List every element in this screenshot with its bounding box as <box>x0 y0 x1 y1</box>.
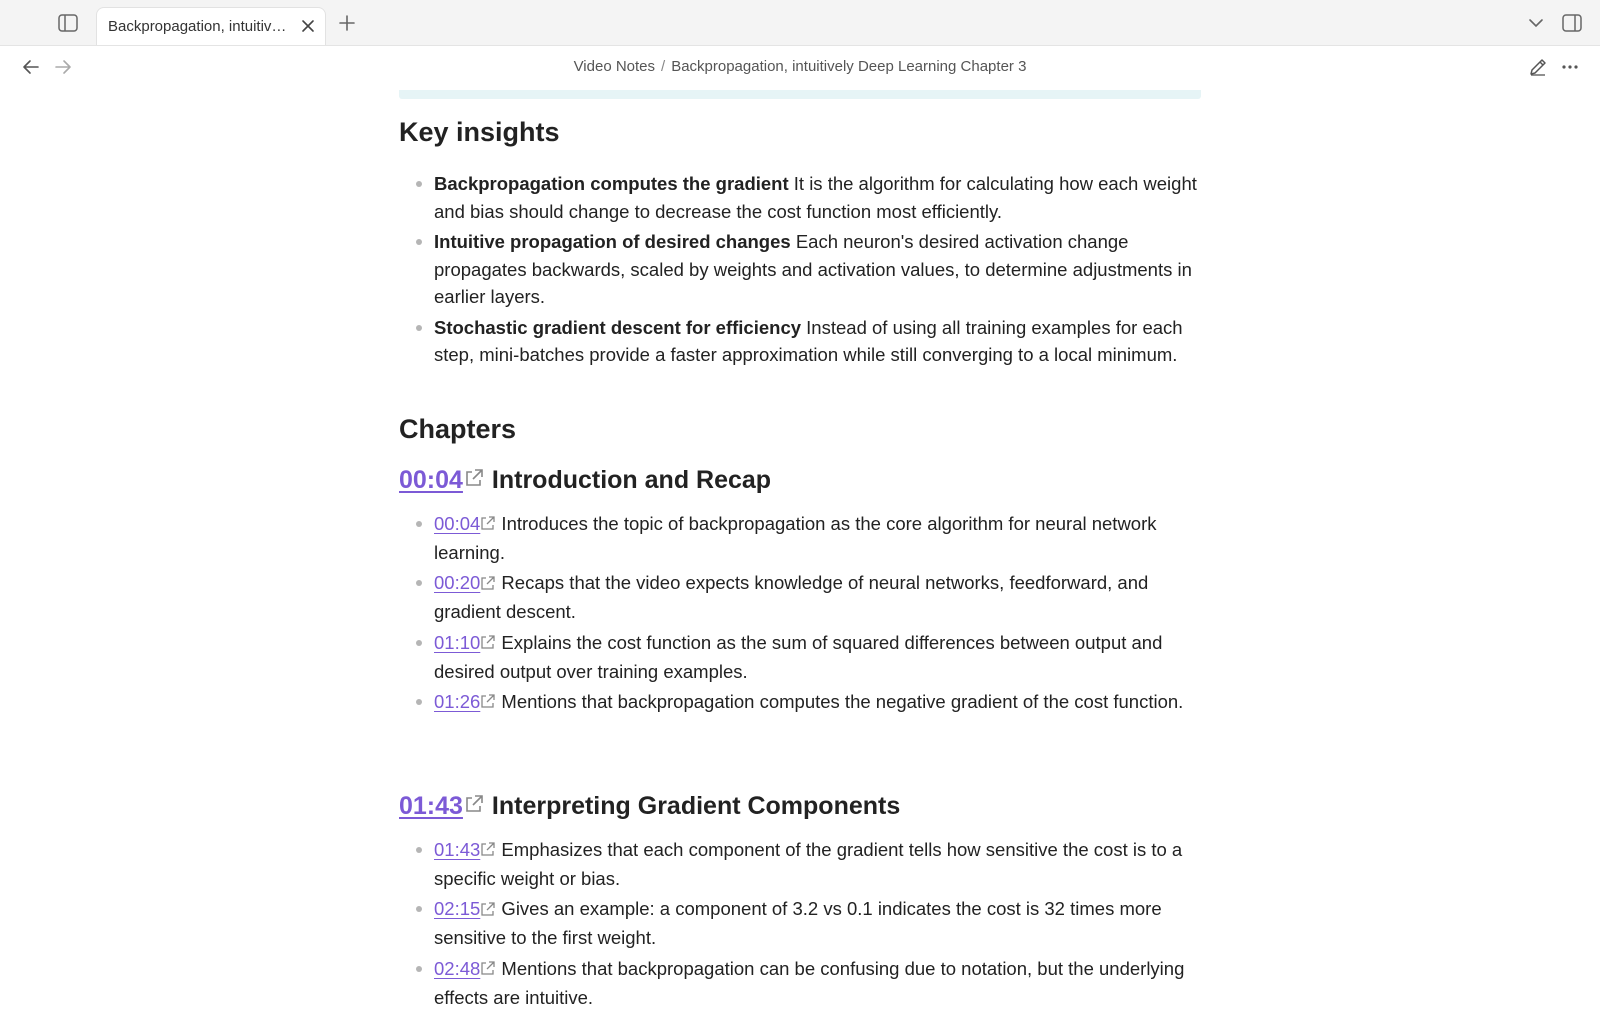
chapter-title: Introduction and Recap <box>491 466 772 494</box>
external-link-icon[interactable] <box>480 956 496 984</box>
external-link-icon[interactable] <box>480 897 496 925</box>
external-link-icon[interactable] <box>480 689 496 717</box>
timestamp-link[interactable]: 01:26 <box>434 691 481 713</box>
list-item <box>399 228 1201 311</box>
chapter-timestamp-link[interactable]: 00:04 <box>399 466 463 494</box>
view-header <box>0 46 1600 90</box>
insight-text: It is the algorithm for calculating how each weight and bias should change to decrease the cost function most efficiently. <box>434 173 1197 222</box>
breadcrumb-parent[interactable]: Video Notes <box>573 58 656 75</box>
tab-list-chevron-down-icon[interactable] <box>1525 14 1547 32</box>
list-item <box>399 895 1201 951</box>
item-text: Introduces the topic of backpropagation as the core algorithm for neural network learning. <box>434 513 1157 563</box>
timestamp-link[interactable]: 00:04 <box>434 513 481 534</box>
timestamp-link[interactable]: 01:43 <box>434 839 481 860</box>
new-tab-icon[interactable] <box>336 12 358 34</box>
list-item <box>399 569 1201 625</box>
item-text: Gives an example: a component of 3.2 vs 0.1 indicates the cost is 32 times more sensitive to the first weight. <box>434 898 1162 949</box>
close-tab-icon[interactable] <box>300 18 316 39</box>
breadcrumb-current[interactable]: Backpropagation, intuitively Deep Learning Chapter 3 <box>671 58 1027 75</box>
list-item <box>399 836 1201 892</box>
tab-bar <box>0 0 1600 46</box>
chapter-timestamp-link[interactable]: 01:43 <box>399 792 463 820</box>
external-link-icon[interactable] <box>480 630 496 658</box>
timestamp-link[interactable]: 01:10 <box>434 631 481 653</box>
list-item <box>399 510 1201 566</box>
chapter-items-list <box>399 836 1201 1014</box>
chapter-heading <box>399 792 900 822</box>
item-text: Mentions that backpropagation can be confusing due to notation, but the underlying effects are intuitive. <box>434 957 1185 1008</box>
external-link-icon[interactable] <box>480 837 496 865</box>
item-text: Explains the cost function as the sum of squared differences between output and desired output over training examples. <box>434 631 1163 682</box>
external-link-icon[interactable] <box>480 511 496 539</box>
external-link-icon[interactable] <box>463 467 485 496</box>
active-tab[interactable] <box>96 7 326 45</box>
item-text: Emphasizes that each component of the gradient tells how sensitive the cost is to a specific weight or bias. <box>434 839 1183 889</box>
external-link-icon[interactable] <box>463 793 485 822</box>
chapter-title: Interpreting Gradient Components <box>491 792 901 820</box>
list-item <box>399 170 1201 225</box>
edit-pencil-icon[interactable] <box>1526 56 1550 78</box>
insight-title: Intuitive propagation of desired changes <box>434 231 791 252</box>
insight-title: Stochastic gradient descent for efficiency <box>434 316 802 338</box>
sidebar-toggle-icon[interactable] <box>56 12 80 34</box>
list-item <box>399 314 1201 369</box>
timestamp-link[interactable]: 00:20 <box>434 572 481 594</box>
list-item <box>399 629 1201 685</box>
callout-block-edge <box>399 90 1201 99</box>
timestamp-link[interactable]: 02:48 <box>434 957 481 979</box>
insight-text: Each neuron's desired activation change propagates backwards, scaled by weights and activation values, to determine adjustments in earlier layers. <box>434 231 1192 307</box>
item-text: Recaps that the video expects knowledge of neural networks, feedforward, and gradient descent. <box>434 572 1149 623</box>
chapters-heading: Chapters <box>399 414 517 444</box>
breadcrumb <box>0 58 1600 75</box>
tab-title: Backpropagation, intuitiv… <box>108 18 287 35</box>
list-item <box>399 688 1201 717</box>
chapter-items-list <box>399 510 1201 720</box>
insight-text: Instead of using all training examples for each step, mini-batches provide a faster approximation while still converging to a local minimum. <box>434 316 1183 365</box>
key-insights-heading: Key insights <box>399 117 560 147</box>
external-link-icon[interactable] <box>480 571 496 599</box>
timestamp-link[interactable]: 02:15 <box>434 898 481 920</box>
right-sidebar-toggle-icon[interactable] <box>1560 12 1584 34</box>
chapter-heading <box>399 466 771 496</box>
item-text: Mentions that backpropagation computes the negative gradient of the cost function. <box>496 691 1184 713</box>
insight-title: Backpropagation computes the gradient <box>434 173 789 194</box>
breadcrumb-separator: / <box>661 58 666 75</box>
more-options-icon[interactable] <box>1558 56 1582 78</box>
key-insights-list <box>399 170 1201 372</box>
list-item <box>399 955 1201 1011</box>
